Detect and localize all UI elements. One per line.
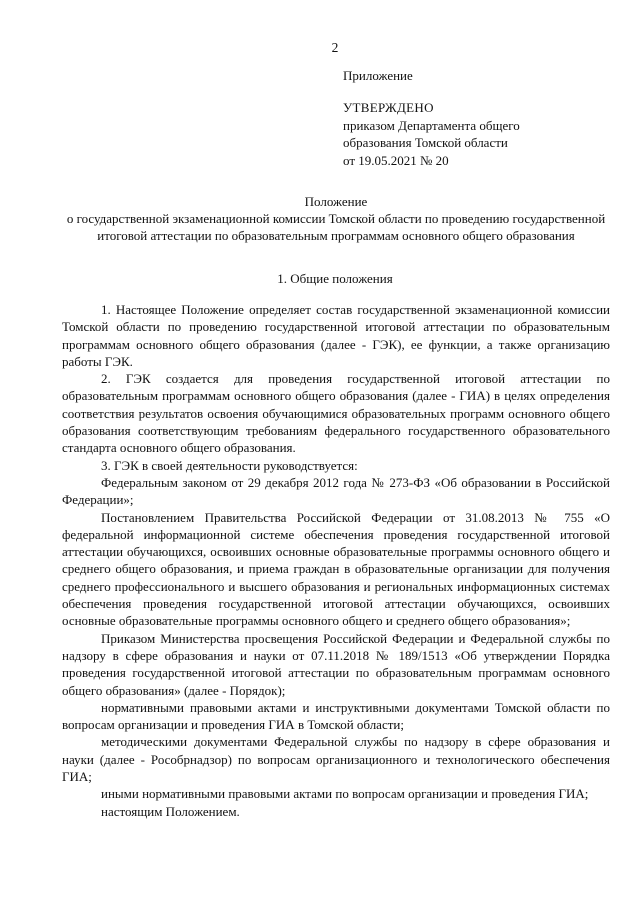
approval-block	[343, 99, 520, 169]
document-subtitle: о государственной экзаменационной комиссии Томской области по проведению государственной итоговой аттестации по образовательным программам основного общего образования	[66, 211, 606, 243]
appendix-label: Приложение	[343, 68, 413, 83]
paragraph: иными нормативными правовыми актами по вопросам организации и проведения ГИА;	[101, 786, 589, 802]
paragraph: 2. ГЭК создается для проведения государственной итоговой аттестации по образовательным программам основного общего образования (далее - ГИА) в целях определения соответствия результатов освоения обучающимися образовательных программ основного общего образования соответствующим требованиям федерального государственного образовательного стандарта основного общего образования.	[62, 371, 610, 456]
paragraph: Приказом Министерства просвещения Российской Федерации и Федеральной службы по надзору в сфере образования и науки от 07.11.2018 № 189/1513 «Об утверждении Порядка проведения государственной итоговой аттестации по образовательным программам основного общего образования» (далее - Порядок);	[62, 630, 610, 698]
section-heading: 1. Общие положения	[277, 271, 393, 286]
paragraph: настоящим Положением.	[101, 803, 240, 819]
approval-line: образования Томской области	[343, 135, 508, 150]
document-heading: Положение	[304, 194, 368, 209]
paragraph: методическими документами Федеральной службы по надзору в сфере образования и науки (далее - Рособрнадзор) по вопросам организационного и технологического обеспечения ГИА;	[62, 734, 610, 785]
paragraph: Постановлением Правительства Российской Федерации от 31.08.2013 № 755 «О федеральной информационной системе обеспечения проведения государственной итоговой аттестации обучающихся, освоивших основные образовательные программы основного общего и среднего общего образования, и приема граждан в образовательные организации для получения среднего профессионального и высшего образования и региональных информационных системах обеспечения проведения государственной итоговой аттестации обучающихся, освоивших основные образовательные программы основного общего и среднего общего образования»;	[62, 509, 610, 629]
paragraph: 3. ГЭК в своей деятельности руководствуется:	[101, 457, 358, 473]
approval-line: приказом Департамента общего	[343, 117, 520, 133]
section-body	[62, 301, 610, 820]
paragraph: 1. Настоящее Положение определяет состав государственной экзаменационной комиссии Томской области по проведению государственной итоговой аттестации по образовательным программам основного общего образования (далее - ГЭК), ее функции, а также организацию работы ГЭК.	[62, 302, 610, 369]
page-number: 2	[331, 40, 339, 55]
paragraph: Федеральным законом от 29 декабря 2012 года № 273-ФЗ «Об образовании в Российской Федерации»;	[62, 474, 610, 508]
approval-stamp-title: УТВЕРЖДЕНО	[343, 100, 434, 115]
approval-line: от 19.05.2021 № 20	[343, 152, 449, 168]
document-title	[58, 193, 614, 244]
paragraph: нормативными правовыми актами и инструктивными документами Томской области по вопросам организации и проведения ГИА в Томской области;	[62, 699, 610, 733]
